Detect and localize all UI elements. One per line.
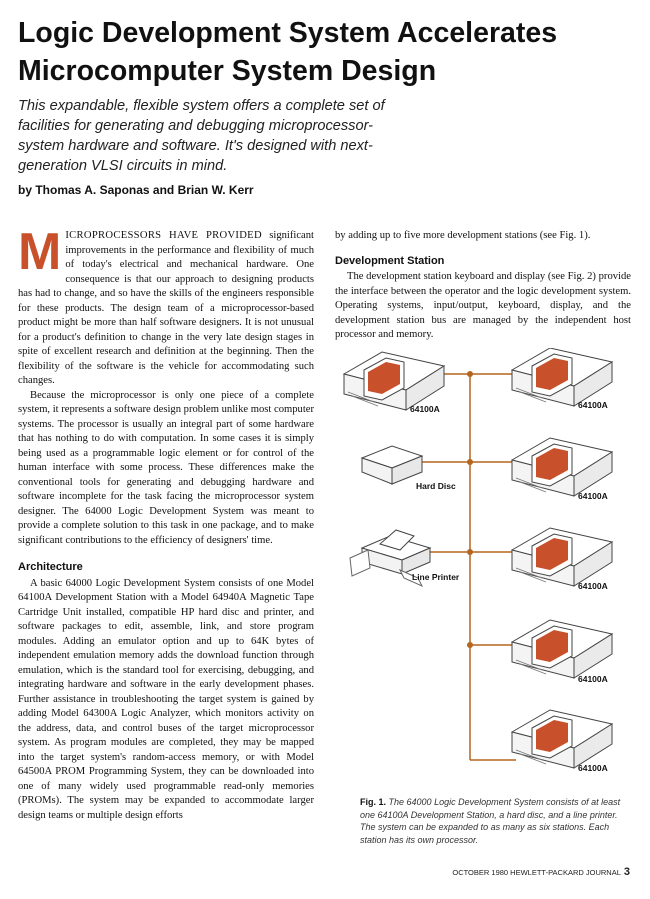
station-5 — [512, 710, 612, 768]
figure-caption — [360, 796, 632, 846]
station-2-label: 64100A — [578, 491, 608, 501]
system-diagram — [340, 348, 632, 790]
paragraph-4: by adding up to five more development stations (see Fig. 1). — [335, 230, 591, 241]
lead-in: ICROPROCESSORS HAVE PROVIDED — [65, 230, 262, 241]
byline: by Thomas A. Saponas and Brian W. Kerr — [18, 183, 254, 197]
journal-info: OCTOBER 1980 HEWLETT-PACKARD JOURNAL — [452, 868, 621, 877]
page-number: 3 — [623, 866, 630, 878]
station-3 — [512, 528, 612, 586]
printer-label: Line Printer — [412, 572, 460, 582]
station-main-label: 64100A — [410, 404, 440, 414]
station-3-label: 64100A — [578, 581, 608, 591]
station-5-label: 64100A — [578, 763, 608, 773]
article-title: Logic Development System Accelerates Microcomputer System Design — [18, 17, 558, 87]
right-column — [335, 229, 631, 343]
station-2 — [512, 438, 612, 496]
drop-cap: M — [18, 223, 62, 281]
heading-architecture: Architecture — [18, 561, 83, 573]
hard-disc-label: Hard Disc — [416, 481, 456, 491]
station-4-label: 64100A — [578, 674, 608, 684]
article-subtitle: This expandable, flexible system offers a complete set of facilities for generating and debugging microprocessor-system hardware and software. It's designed with next-generation VLSI circuits in mind. — [18, 98, 385, 174]
left-column — [18, 223, 314, 823]
paragraph-2: Because the microprocessor is only one piece of a complete system, it represents a software design problem unlike most computer systems. The processor is usually an integral part of some hardware that has nothing to do with computation. In some cases it is simply being used as a programmable logic element or for control of the human interface with some process. These differences make the conventional tools for generating and debugging hardware and software incomplete for the task facing the microprocessor system designer. The 64000 Logic Development System was meant to provide a complete solution to this task in one package, and to make significant contributions to the efficiency of designers' time. — [18, 389, 314, 546]
station-1 — [512, 348, 612, 406]
paragraph-3: A basic 64000 Logic Development System consists of one Model 64100A Development Station with a Model 64940A Magnetic Tape Cartridge Unit installed, compatible HP hard disc and printer, and software packages to edit, assemble, link, and store program modules. Adding an emulator option and up to 64K bytes of independent emulation memory adds the download function through emulation, which is the standard tool for exercising, debugging, and integrating hardware and software in the early development phases. Further assistance in troubleshooting the target system is gained by adding Model 64300A Logic Analyzer, which monitors activity on the address, data, and control buses of the target microprocessor system. As program modules are completed, they may be mapped into the target system's random-access memory, or with Model 64500A PROM Programming System, they can be downloaded into one of many widely used programmable read-only memories (PROMs). The system may be expanded to accommodate larger design teams or multiple design efforts — [18, 577, 314, 821]
hard-disc-icon — [362, 446, 422, 484]
station-main — [344, 352, 444, 410]
caption-text: The 64000 Logic Development System consists of at least one 64100A Development Station, a hard disc, and a line printer. The system can be expanded to as many as six stations. Each station has its own processor. — [360, 797, 621, 845]
station-4 — [512, 620, 612, 678]
station-1-label: 64100A — [578, 400, 608, 410]
intro-text: significant improvements in the performance and flexibility of much of today's electrical and mechanical hardware. One consequence is that our approach to designing products has had to change, and so have the skills of the engineers responsible for these products. The design team of a microprocessor-based product might be more than half software designers. It is not unusual for a product's definition to change in the very late design stages in spite of excellent research and definition at the beginning. Then the flexibility of the software is the vehicle for accommodating such changes. — [18, 230, 314, 386]
page-footer — [452, 866, 630, 878]
paragraph-5: The development station keyboard and display (see Fig. 2) provide the interface between the operator and the logic development system. Operating systems, input/output, keyboard, display, and the development station bus are managed by the independent host processor and memory. — [335, 271, 631, 340]
heading-development-station: Development Station — [335, 254, 445, 267]
caption-label: Fig. 1. — [360, 797, 387, 807]
intro-paragraph — [18, 223, 314, 389]
figure-1 — [340, 348, 632, 790]
